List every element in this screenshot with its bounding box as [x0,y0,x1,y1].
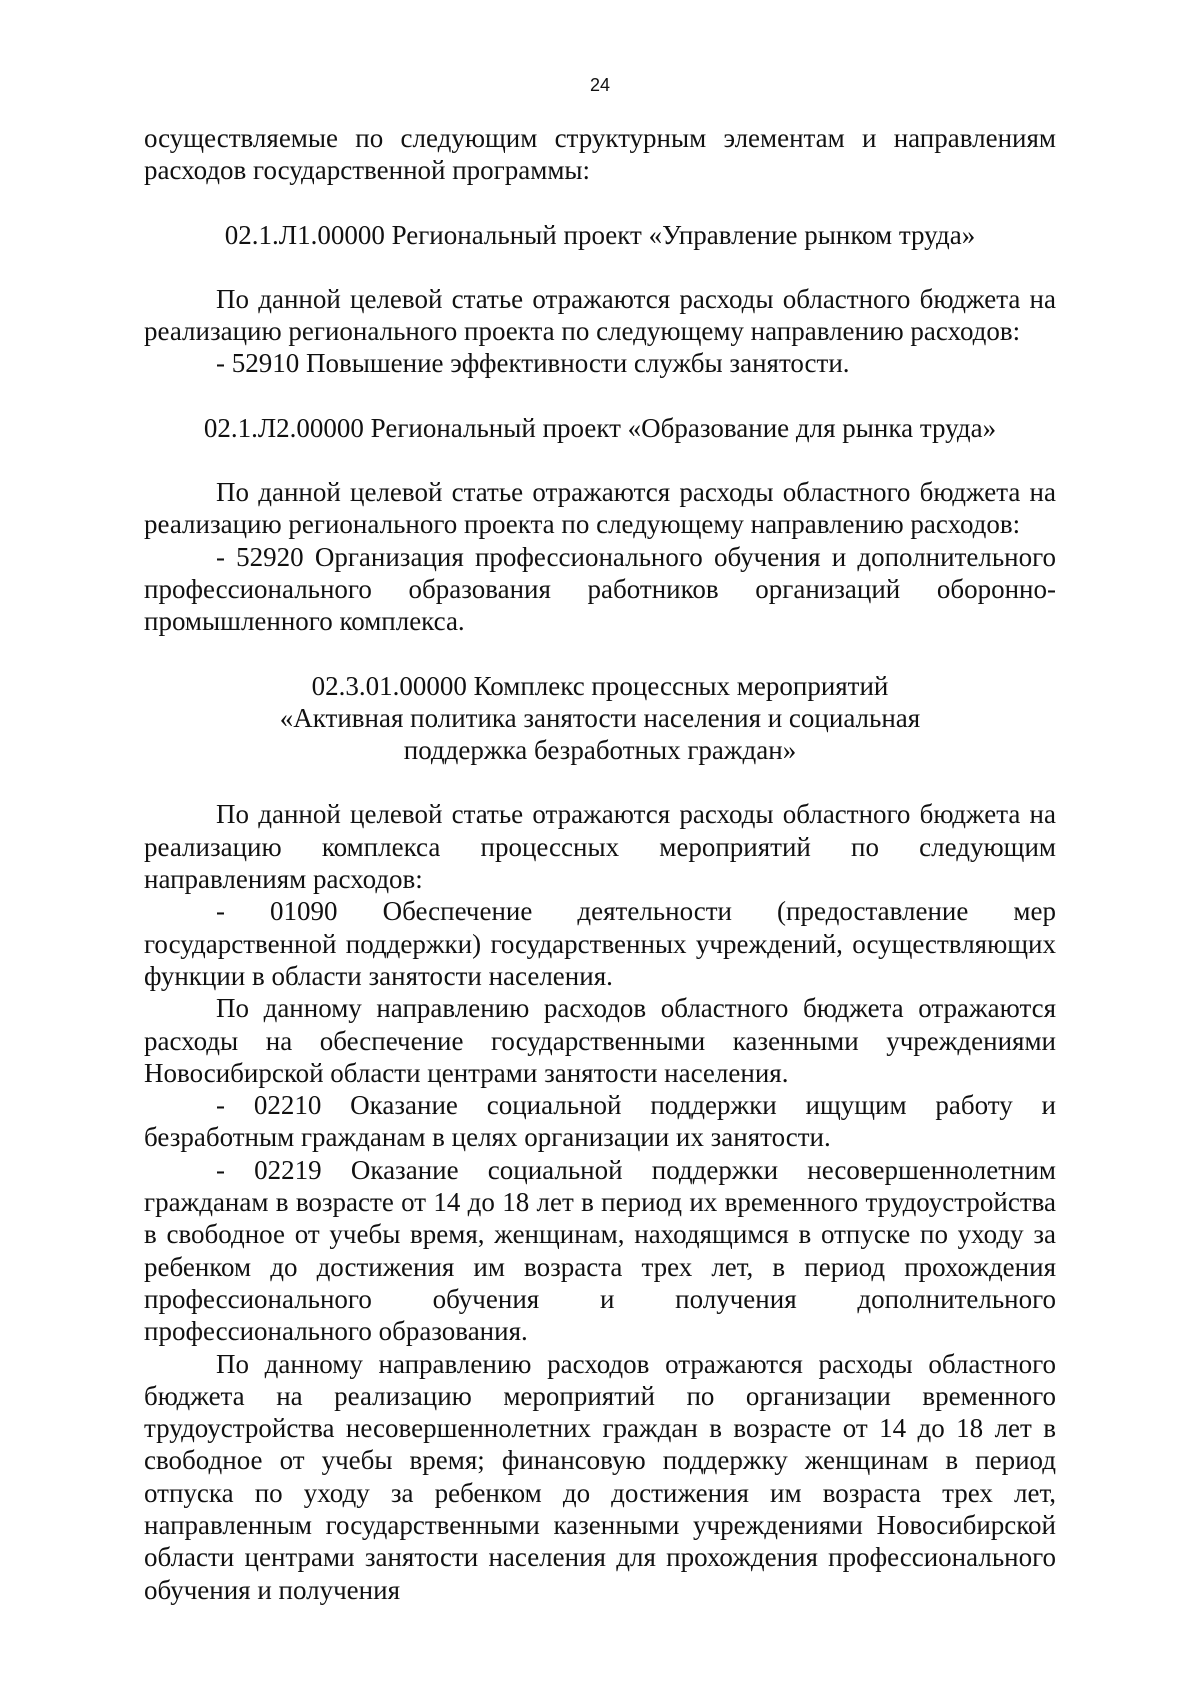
l1-item: - 52910 Повышение эффективности службы занятости. [216,348,850,379]
heading-l1: 02.1.Л1.00000 Региональный проект «Управление рынком труда» [224,219,976,250]
c01-item-02210: - 02210 Оказание социальной поддержки ищущим работу и безработным гражданам в целях организации их занятости. [144,1090,1056,1153]
heading-c01-line1: 02.3.01.00000 Комплекс процессных мероприятий [311,670,889,701]
c01-item-01090: - 01090 Обеспечение деятельности (предоставление мер государственной поддержки) государственных учреждений, осуществляющих функции в области занятости населения. [144,896,1056,991]
l2-item: - 52920 Организация профессионального обучения и дополнительного профессионального образования работников организаций оборонно-промышленного комплекса. [144,541,1056,637]
intro-paragraph: осуществляемые по следующим структурным элементам и направлениям расходов государственной программы: [144,123,1056,186]
c01-item-02219: - 02219 Оказание социальной поддержки несовершеннолетним гражданам в возрасте от 14 до 18 лет в период их временного трудоустройства в свободное от учебы время, женщинам, находящимся в отпуске по уходу за ребенком до достижения им возраста трех лет, в период прохождения профессионального обучения и получения дополнительного профессионального образования. [144,1154,1056,1347]
heading-c01-line3: поддержка безработных граждан» [403,735,797,766]
c01-item-01090-note: По данному направлению расходов областного бюджета отражаются расходы на обеспечение государственными казенными учреждениями Новосибирской области центрами занятости населения. [144,993,1056,1088]
l1-paragraph: По данной целевой статье отражаются расходы областного бюджета на реализацию регионального проекта по следующему направлению расходов: [144,283,1056,347]
page-number: 24 [589,75,611,95]
heading-l2: 02.1.Л2.00000 Региональный проект «Образование для рынка труда» [203,412,997,443]
heading-c01-line2: «Активная политика занятости населения и социальная [279,702,921,733]
l2-paragraph: По данной целевой статье отражаются расходы областного бюджета на реализацию регионального проекта по следующему направлению расходов: [144,477,1056,540]
c01-item-02219-note: По данному направлению расходов отражаются расходы областного бюджета на реализацию мероприятий по организации временного трудоустройства несовершеннолетних граждан в возрасте от 14 до 18 лет в свободное от учебы время; финансовую поддержку женщинам в период отпуска по уходу за ребенком до достижения им возраста трех лет, направленным государственными казенными учреждениями Новосибирской области центрами занятости населения для прохождения профессионального обучения и получения [144,1348,1056,1605]
c01-paragraph: По данной целевой статье отражаются расходы областного бюджета на реализацию комплекса процессных мероприятий по следующим направлениям расходов: [144,799,1056,895]
document-body [144,122,1056,1606]
